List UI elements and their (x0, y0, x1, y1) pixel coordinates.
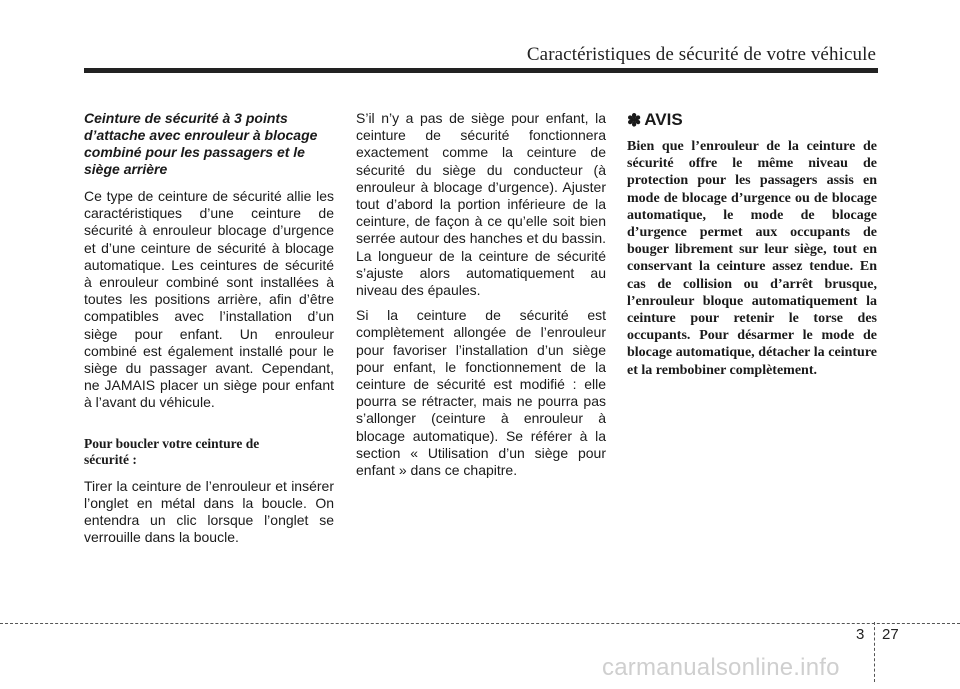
notice-heading (627, 110, 877, 130)
body-paragraph: Ce type de ceinture de sécurité allie les caractéristiques d’une ceinture de sécurité à enrouleur blocage d’urgence et d’une ceinture de sécurité à blocage automatique. Les ceintures de sécurité à enrouleur combiné sont installées à toutes les positions arrière, afin d’être compatibles avec l’installation d’un siège pour enfant. Un enrouleur combiné est également installé pour le siège du passager avant. Cependant, ne JAMAIS placer un siège pour enfant à l’avant du véhicule. (84, 188, 334, 411)
middle-column (356, 110, 606, 487)
body-paragraph: S’il n’y a pas de siège pour enfant, la ceinture de sécurité fonctionnera exactement comme la ceinture de sécurité du siège du conducteur (à enrouleur à blocage d’urgence). Ajuster tout d’abord la portion inférieure de la ceinture, de façon à ce qu’elle soit bien serrée autour des hanches et du bassin. La longueur de la ceinture de sécurité s’ajuste alors automatiquement au niveau des épaules. (356, 110, 606, 299)
page-number: 27 (882, 626, 899, 643)
buckle-subheading: Pour boucler votre ceinture de sécurité : (84, 435, 260, 467)
page-number-divider (874, 622, 875, 682)
notice-title-label: AVIS (644, 110, 683, 129)
notice-box (627, 110, 877, 379)
body-paragraph: Si la ceinture de sécurité est complètement allongée de l’enrouleur pour favoriser l’installation d’un siège pour enfant, le fonctionnement de la ceinture de sécurité est modifié : elle pourra se rétracter, mais ne pourra pas s’allonger (ceinture à enrouleur à blocage automatique). Se référer à la section « Utilisation d’un siège pour enfant » dans ce chapitre. (356, 307, 606, 479)
chapter-number: 3 (856, 626, 865, 643)
notice-body: Bien que l’enrouleur de la ceinture de sécurité offre le même niveau de protection pour les passagers assis en mode de blocage d’urgence ou de blocage automatique, le mode de blocage d’urgence permet aux occupants de bouger librement sur leur siège, tout en conservant la ceinture assez tendue. En cas de collision ou d’arrêt brusque, l’enrouleur bloque automatiquement la ceinture pour retenir le torse des occupants. Pour désarmer le mode de blocage automatique, détacher la ceinture et la rembobiner complètement. (627, 139, 877, 378)
page-header-title: Caractéristiques de sécurité de votre véhicule (526, 44, 876, 65)
asterisk-icon: ✽ (627, 110, 642, 130)
section-subheading: Ceinture de sécurité à 3 points d’attache avec enrouleur à blocage combiné pour les passagers et le siège arrière (84, 110, 318, 177)
footer-dashed-rule (0, 623, 960, 624)
watermark: carmanualsonline.info (602, 654, 840, 681)
header-rule (84, 68, 878, 73)
left-column (84, 110, 334, 554)
body-paragraph: Tirer la ceinture de l’enrouleur et insérer l’onglet en métal dans la boucle. On entendra un clic lorsque l’onglet se verrouille dans la boucle. (84, 477, 334, 546)
